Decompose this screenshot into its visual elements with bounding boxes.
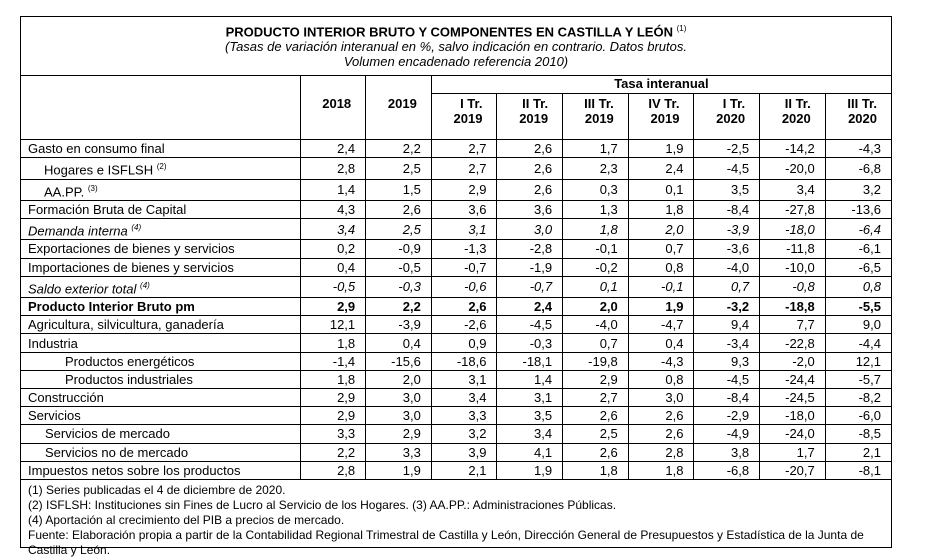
value-cell: -10,0 <box>760 258 826 276</box>
value-cell: -11,8 <box>760 240 826 258</box>
value-cell: -3,2 <box>694 298 760 316</box>
column-header-line1: III Tr. <box>584 96 614 111</box>
table-row <box>21 334 891 352</box>
value-cell: 1,4 <box>300 179 366 200</box>
column-header <box>628 94 694 140</box>
value-cell: -22,8 <box>760 334 826 352</box>
row-footnote-ref: (4) <box>131 223 142 233</box>
value-cell: 3,6 <box>431 200 497 218</box>
table-title: PRODUCTO INTERIOR BRUTO Y COMPONENTES EN CASTILLA Y LEÓN $^{(1)}$ <box>225 24 687 40</box>
table-row <box>21 276 891 297</box>
column-header <box>760 94 826 140</box>
value-cell: -0,3 <box>366 276 432 297</box>
value-cell: 4,1 <box>497 443 563 461</box>
row-label-cell <box>21 316 300 334</box>
value-cell: -18,0 <box>760 219 826 240</box>
header-row-group <box>21 76 891 94</box>
table-row <box>21 158 891 179</box>
value-cell: -3,6 <box>694 240 760 258</box>
row-label: Gasto en consumo final <box>28 141 165 157</box>
table-row <box>21 425 891 443</box>
value-cell: 9,3 <box>694 352 760 370</box>
value-cell: 1,4 <box>497 370 563 388</box>
value-cell: 2,5 <box>563 425 629 443</box>
value-cell: 4,3 <box>300 200 366 218</box>
value-cell: -0,1 <box>563 240 629 258</box>
value-cell: -18,6 <box>431 352 497 370</box>
value-cell: 0,7 <box>694 276 760 297</box>
column-header-line1: I Tr. <box>722 96 746 111</box>
table-subtitle-line2: Volumen encadenado referencia 2010) <box>343 54 569 70</box>
column-header-line1: III Tr. <box>847 96 877 111</box>
value-cell: 3,9 <box>431 443 497 461</box>
value-cell: -3,9 <box>366 316 432 334</box>
footnote: (1) Series publicadas el 4 de diciembre de 2020. <box>28 483 286 498</box>
value-cell: 3,4 <box>760 179 826 200</box>
row-label-cell <box>21 240 300 258</box>
value-cell: -18,1 <box>497 352 563 370</box>
value-cell: 3,3 <box>431 407 497 425</box>
value-cell: 3,3 <box>366 443 432 461</box>
row-label-cell <box>21 370 300 388</box>
value-cell: -18,8 <box>760 298 826 316</box>
value-cell: 2,1 <box>825 443 891 461</box>
row-label: Hogares e ISFLSH <box>44 162 154 178</box>
column-header <box>366 94 432 140</box>
row-label-cell <box>21 140 300 158</box>
value-cell: -4,7 <box>628 316 694 334</box>
value-cell: 1,7 <box>760 443 826 461</box>
table-row <box>21 179 891 200</box>
value-cell: 3,1 <box>431 370 497 388</box>
value-cell: -4,5 <box>694 158 760 179</box>
value-cell: 2,0 <box>366 370 432 388</box>
value-cell: 0,3 <box>563 179 629 200</box>
column-header-line1: IV Tr. <box>648 96 680 111</box>
row-label-cell <box>21 443 300 461</box>
value-cell: 1,8 <box>300 334 366 352</box>
column-header-line2: 2019 <box>453 111 483 126</box>
tasa-interanual-header: Tasa interanual <box>431 76 891 94</box>
value-cell: 2,9 <box>300 298 366 316</box>
value-cell: -3,4 <box>694 334 760 352</box>
value-cell: 3,4 <box>497 425 563 443</box>
value-cell: 3,0 <box>366 389 432 407</box>
value-cell: -6,8 <box>825 158 891 179</box>
value-cell: -0,2 <box>563 258 629 276</box>
value-cell: 3,1 <box>497 389 563 407</box>
value-cell: -15,6 <box>366 352 432 370</box>
table-row <box>21 140 891 158</box>
value-cell: 1,8 <box>563 219 629 240</box>
row-label-cell <box>21 407 300 425</box>
value-cell: 2,0 <box>628 219 694 240</box>
value-cell: -2,8 <box>497 240 563 258</box>
value-cell: 2,4 <box>628 158 694 179</box>
value-cell: 2,2 <box>366 298 432 316</box>
value-cell: -8,5 <box>825 425 891 443</box>
value-cell: 2,2 <box>366 140 432 158</box>
value-cell: -1,3 <box>431 240 497 258</box>
column-header <box>431 94 497 140</box>
value-cell: 3,3 <box>300 425 366 443</box>
value-cell: -20,7 <box>760 461 826 479</box>
row-label: Formación Bruta de Capital <box>28 201 187 217</box>
value-cell: 3,5 <box>694 179 760 200</box>
value-cell: 1,8 <box>628 200 694 218</box>
value-cell: -24,0 <box>760 425 826 443</box>
value-cell: 1,9 <box>366 461 432 479</box>
value-cell: 0,7 <box>628 240 694 258</box>
value-cell: -0,6 <box>431 276 497 297</box>
value-cell: -4,0 <box>694 258 760 276</box>
row-label-cell <box>21 158 300 179</box>
value-cell: -27,8 <box>760 200 826 218</box>
column-header <box>497 94 563 140</box>
column-header-line2: 2019 <box>584 111 614 126</box>
value-cell: 2,5 <box>366 158 432 179</box>
value-cell: 2,6 <box>628 425 694 443</box>
value-cell: -0,5 <box>366 258 432 276</box>
row-label: AA.PP. <box>44 183 85 199</box>
value-cell: -6,4 <box>825 219 891 240</box>
column-header-line2: 2019 <box>519 111 549 126</box>
row-label: Demanda interna <box>28 223 128 239</box>
row-label-cell <box>21 334 300 352</box>
value-cell: 2,6 <box>628 407 694 425</box>
table-body <box>21 140 891 480</box>
table-row <box>21 370 891 388</box>
column-header-line2: 2020 <box>781 111 811 126</box>
footnote: (4) Aportación al crecimiento del PIB a precios de mercado. <box>28 513 345 528</box>
column-header-line2: 2020 <box>848 111 877 126</box>
value-cell: 2,7 <box>431 140 497 158</box>
gdp-table-document <box>20 16 892 558</box>
row-label-cell <box>21 179 300 200</box>
value-cell: -0,8 <box>760 276 826 297</box>
table-row <box>21 407 891 425</box>
value-cell: -13,6 <box>825 200 891 218</box>
column-header-line2: 2020 <box>716 111 746 126</box>
title-block <box>21 17 891 75</box>
table-row <box>21 200 891 218</box>
value-cell: 0,7 <box>563 334 629 352</box>
value-cell: 2,4 <box>300 140 366 158</box>
value-cell: -8,4 <box>694 389 760 407</box>
value-cell: 1,9 <box>497 461 563 479</box>
value-cell: -24,5 <box>760 389 826 407</box>
value-cell: 0,9 <box>431 334 497 352</box>
value-cell: 3,6 <box>497 200 563 218</box>
value-cell: -6,8 <box>694 461 760 479</box>
row-label: Impuestos netos sobre los productos <box>28 463 241 479</box>
row-label-cell <box>21 200 300 218</box>
value-cell: 2,7 <box>563 389 629 407</box>
table-row <box>21 316 891 334</box>
value-cell: -6,1 <box>825 240 891 258</box>
value-cell: 2,9 <box>300 407 366 425</box>
table-row <box>21 219 891 240</box>
value-cell: 2,8 <box>300 461 366 479</box>
title-footnote-ref: (1) <box>676 24 687 33</box>
row-footnote-ref: (3) <box>87 183 98 193</box>
value-cell: 1,9 <box>628 298 694 316</box>
value-cell: -4,5 <box>497 316 563 334</box>
value-cell: -1,4 <box>300 352 366 370</box>
value-cell: -0,5 <box>300 276 366 297</box>
row-label-cell <box>21 219 300 240</box>
row-label: Servicios <box>28 408 81 424</box>
value-cell: 2,8 <box>628 443 694 461</box>
value-cell: -2,6 <box>431 316 497 334</box>
value-cell: 0,4 <box>628 334 694 352</box>
column-header <box>300 94 366 140</box>
value-cell: 2,9 <box>366 425 432 443</box>
value-cell: -4,3 <box>628 352 694 370</box>
table-row <box>21 240 891 258</box>
value-cell: 0,1 <box>628 179 694 200</box>
row-footnote-ref: (4) <box>140 280 150 290</box>
table-row <box>21 298 891 316</box>
row-label-cell <box>21 276 300 297</box>
header-row-periods <box>21 94 891 140</box>
value-cell: 3,4 <box>300 219 366 240</box>
column-header-line1: II Tr. <box>784 96 811 111</box>
value-cell: 0,8 <box>825 276 891 297</box>
value-cell: 2,1 <box>431 461 497 479</box>
value-cell: 2,6 <box>497 140 563 158</box>
value-cell: -0,7 <box>431 258 497 276</box>
row-label: Servicios de mercado <box>45 426 170 442</box>
value-cell: 0,4 <box>300 258 366 276</box>
value-cell: -2,9 <box>694 407 760 425</box>
row-label: Productos energéticos <box>65 353 195 369</box>
row-label-cell <box>21 352 300 370</box>
value-cell: 1,5 <box>366 179 432 200</box>
value-cell: 3,8 <box>694 443 760 461</box>
column-header-line1: 2019 <box>387 95 417 111</box>
row-label: Industria <box>28 335 78 351</box>
value-cell: 1,7 <box>563 140 629 158</box>
column-header-line1: I Tr. <box>460 96 483 111</box>
value-cell: 2,2 <box>300 443 366 461</box>
value-cell: -4,3 <box>825 140 891 158</box>
value-cell: -18,0 <box>760 407 826 425</box>
value-cell: -8,1 <box>825 461 891 479</box>
row-label-cell <box>21 461 300 479</box>
value-cell: -6,5 <box>825 258 891 276</box>
row-label: Exportaciones de bienes y servicios <box>28 241 235 257</box>
value-cell: -5,5 <box>825 298 891 316</box>
table-row <box>21 461 891 479</box>
column-header-line1: 2018 <box>322 95 352 111</box>
value-cell: 3,2 <box>825 179 891 200</box>
footnote: (2) ISFLSH: Instituciones sin Fines de Lucro al Servicio de los Hogares. (3) AA.PP.: Administraciones Públicas. <box>28 498 617 513</box>
column-header-line1: II Tr. <box>522 96 549 111</box>
value-cell: 2,6 <box>431 298 497 316</box>
value-cell: 9,0 <box>825 316 891 334</box>
value-cell: -19,8 <box>563 352 629 370</box>
value-cell: 2,6 <box>366 200 432 218</box>
value-cell: 2,6 <box>563 443 629 461</box>
table-row <box>21 352 891 370</box>
row-footnote-ref: (2) <box>156 162 167 172</box>
value-cell: -4,0 <box>563 316 629 334</box>
value-cell: -2,5 <box>694 140 760 158</box>
value-cell: 2,9 <box>300 389 366 407</box>
value-cell: 2,9 <box>563 370 629 388</box>
value-cell: 0,1 <box>563 276 629 297</box>
value-cell: 12,1 <box>300 316 366 334</box>
value-cell: 3,0 <box>366 407 432 425</box>
row-label-cell <box>21 389 300 407</box>
value-cell: -24,4 <box>760 370 826 388</box>
value-cell: 0,4 <box>366 334 432 352</box>
value-cell: -3,9 <box>694 219 760 240</box>
column-header <box>694 94 760 140</box>
value-cell: -2,0 <box>760 352 826 370</box>
value-cell: 1,8 <box>300 370 366 388</box>
table-subtitle-line1: (Tasas de variación interanual en %, salvo indicación en contrario. Datos brutos. <box>225 39 687 55</box>
row-label-cell <box>21 298 300 316</box>
value-cell: -20,0 <box>760 158 826 179</box>
value-cell: 2,5 <box>366 219 432 240</box>
value-cell: -1,9 <box>497 258 563 276</box>
row-label: Agricultura, silvicultura, ganadería <box>28 317 224 333</box>
value-cell: -5,7 <box>825 370 891 388</box>
value-cell: 2,6 <box>563 407 629 425</box>
value-cell: 3,0 <box>628 389 694 407</box>
value-cell: 1,8 <box>563 461 629 479</box>
value-cell: -0,7 <box>497 276 563 297</box>
row-label: Servicios no de mercado <box>45 444 189 460</box>
value-cell: 1,8 <box>628 461 694 479</box>
row-label: Construcción <box>28 390 104 406</box>
row-label-cell <box>21 425 300 443</box>
column-header <box>563 94 629 140</box>
value-cell: -0,3 <box>497 334 563 352</box>
value-cell: 3,1 <box>431 219 497 240</box>
value-cell: -6,0 <box>825 407 891 425</box>
value-cell: -0,9 <box>366 240 432 258</box>
value-cell: -14,2 <box>760 140 826 158</box>
value-cell: 3,0 <box>497 219 563 240</box>
value-cell: 2,8 <box>300 158 366 179</box>
row-label: Saldo exterior total <box>28 281 137 297</box>
value-cell: 9,4 <box>694 316 760 334</box>
value-cell: 2,3 <box>563 158 629 179</box>
row-label: Productos industriales <box>65 371 193 387</box>
value-cell: -4,9 <box>694 425 760 443</box>
footnote: Fuente: Elaboración propia a partir de la Contabilidad Regional Trimestral de Castilla y León, Dirección General de Presupuestos y Estadística de la Junta de Castilla y León. <box>28 528 864 558</box>
value-cell: -8,2 <box>825 389 891 407</box>
value-cell: 7,7 <box>760 316 826 334</box>
value-cell: 3,2 <box>431 425 497 443</box>
table-row <box>21 389 891 407</box>
value-cell: 3,5 <box>497 407 563 425</box>
value-cell: -0,1 <box>628 276 694 297</box>
column-header-line2: 2019 <box>650 111 680 126</box>
value-cell: 2,6 <box>497 158 563 179</box>
value-cell: 0,8 <box>628 370 694 388</box>
table-row <box>21 258 891 276</box>
footnotes <box>21 479 891 558</box>
value-cell: 2,4 <box>497 298 563 316</box>
value-cell: -4,5 <box>694 370 760 388</box>
value-cell: 2,9 <box>431 179 497 200</box>
value-cell: 1,3 <box>563 200 629 218</box>
value-cell: -4,4 <box>825 334 891 352</box>
data-table <box>21 75 891 479</box>
value-cell: 12,1 <box>825 352 891 370</box>
value-cell: 2,6 <box>497 179 563 200</box>
row-label: Importaciones de bienes y servicios <box>28 259 234 275</box>
value-cell: 1,9 <box>628 140 694 158</box>
table-row <box>21 443 891 461</box>
column-header <box>825 94 891 140</box>
value-cell: -8,4 <box>694 200 760 218</box>
row-label: Producto Interior Bruto pm <box>28 299 195 315</box>
value-cell: 2,0 <box>563 298 629 316</box>
row-label-cell <box>21 258 300 276</box>
value-cell: 2,7 <box>431 158 497 179</box>
value-cell: 0,2 <box>300 240 366 258</box>
value-cell: 3,4 <box>431 389 497 407</box>
value-cell: 0,8 <box>628 258 694 276</box>
